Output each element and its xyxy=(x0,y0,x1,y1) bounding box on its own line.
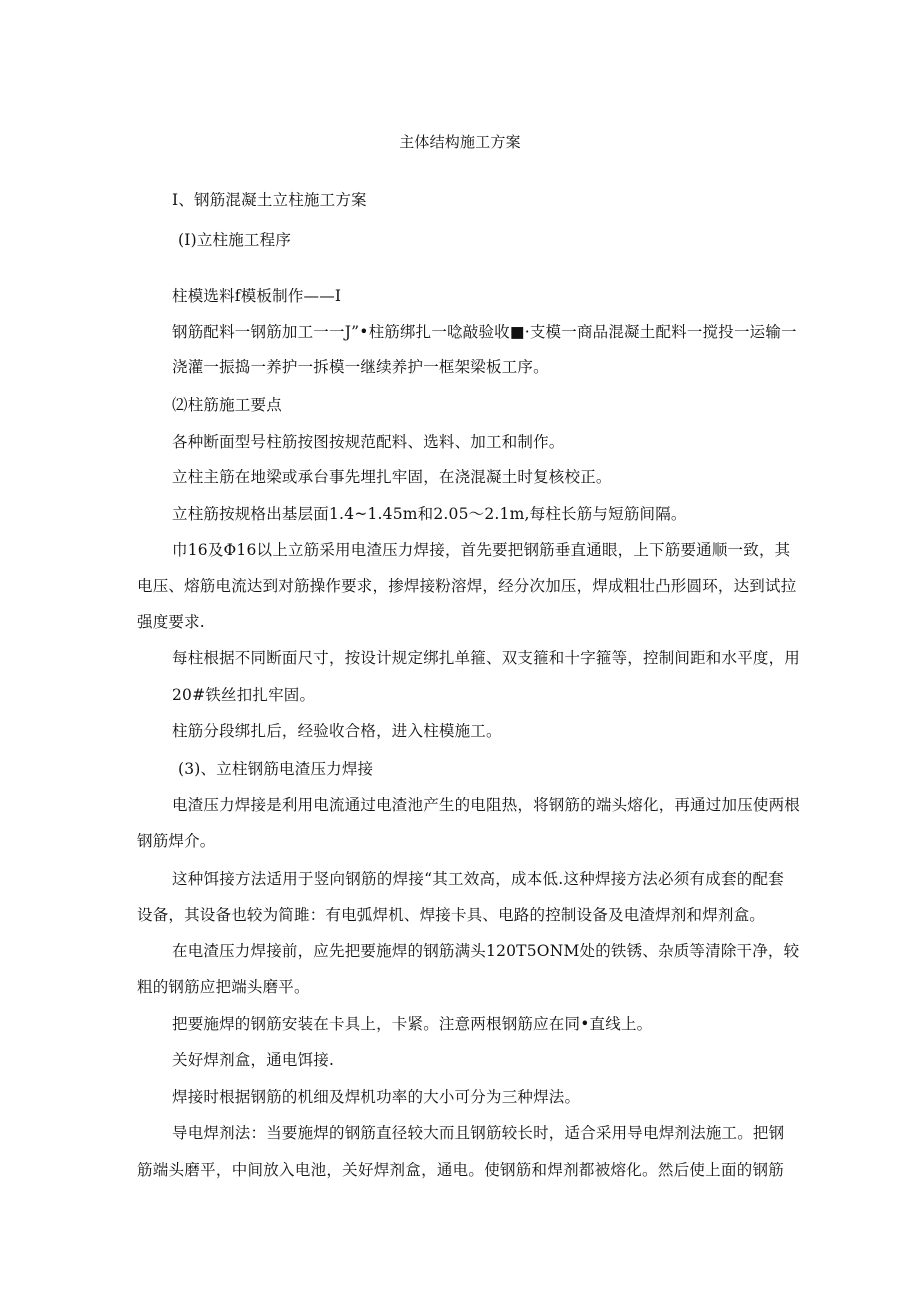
paragraph-line: 巾16及Φ16以上立筋采用电渣压力焊接，首先要把钢筋垂直通眼，上下筋要通顺一致，其 xyxy=(172,541,791,559)
paragraph-line: 立柱主筋在地梁或承台事先埋扎牢固，在浇混凝土时复核校正。 xyxy=(172,468,612,486)
paragraph-line: 导电焊剂法：当要施焊的钢筋直径较大而且钢筋较长时，适合采用导电焊剂法施工。把钢 xyxy=(172,1124,785,1142)
subsection-heading: (I)立柱施工程序 xyxy=(178,231,292,249)
page-title: 主体结构施工方案 xyxy=(399,133,521,151)
paragraph-line: 各种断面型号柱筋按图按规范配料、选料、加工和制作。 xyxy=(172,433,565,451)
paragraph-line: 粗的钢筋应把端头磨平。 xyxy=(137,978,310,996)
subsection-heading: ⑵柱筋施工要点 xyxy=(172,396,282,414)
paragraph-line: 把要施焊的钢筋安装在卡具上，卡紧。注意两根钢筋应在同•直线上。 xyxy=(172,1015,653,1033)
paragraph-line: 柱筋分段绑扎后，经验收合格，进入柱模施工。 xyxy=(172,722,502,740)
paragraph-line: 钢筋焊介。 xyxy=(137,832,216,850)
paragraph-line: 每柱根据不同断面尺寸，按设计规定绑扎单箍、双支箍和十字箍等，控制间距和水平度，用 xyxy=(172,649,801,667)
paragraph-line: 电压、熔筋电流达到对筋操作要求，掺焊接粉溶焊，经分次加压，焊成粗壮凸形圆环，达到试拉 xyxy=(137,577,797,595)
paragraph-line: 钢筋配料一钢筋加工一一J”•柱筋绑扎一唸敲验收■·支模一商品混凝土配料一搅投一运输一 xyxy=(172,323,797,341)
paragraph-line: 柱模选料f模板制作——I xyxy=(172,287,342,305)
paragraph-line: 焊接时根据钢筋的机细及焊机功率的大小可分为三种焊法。 xyxy=(172,1088,581,1106)
section-heading: I、钢筋混凝土立柱施工方案 xyxy=(172,191,367,209)
paragraph-line: 电渣压力焊接是利用电流通过电渣池产生的电阻热，将钢筋的端头熔化，再通过加压使两根 xyxy=(172,796,801,814)
paragraph-line: 关好焊剂盒，通电饵接. xyxy=(172,1051,335,1069)
paragraph-line: 设备，其设备也较为简雎：有电弧焊机、焊接卡具、电路的控制设备及电渣焊剂和焊剂盒。 xyxy=(137,906,766,924)
paragraph-line: 立柱筋按规格出基层面1.4~1.45m和2.05～2.1m,每柱长筋与短筋间隔。 xyxy=(172,505,687,523)
paragraph-line: 这种饵接方法适用于竖向钢筋的焊接“其工效高，成本低.这种焊接方法必须有成套的配套 xyxy=(172,870,784,888)
paragraph-line: 强度要求. xyxy=(137,613,205,631)
paragraph-line: 在电渣压力焊接前，应先把要施焊的钢筋满头120T5ONM处的铁锈、杂质等清除干净，较 xyxy=(172,942,800,960)
paragraph-line: 浇灌一振捣一养护一拆模一继续养护一框架梁板工序。 xyxy=(172,358,549,376)
paragraph-line: 20#铁丝扣扎牢固。 xyxy=(172,686,316,704)
paragraph-line: 筋端头磨平，中间放入电池，关好焊剂盒，通电。使钢筋和焊剂都被熔化。然后使上面的钢筋 xyxy=(137,1161,784,1179)
subsection-heading: (3)、立柱钢筋电渣压力焊接 xyxy=(178,760,374,778)
